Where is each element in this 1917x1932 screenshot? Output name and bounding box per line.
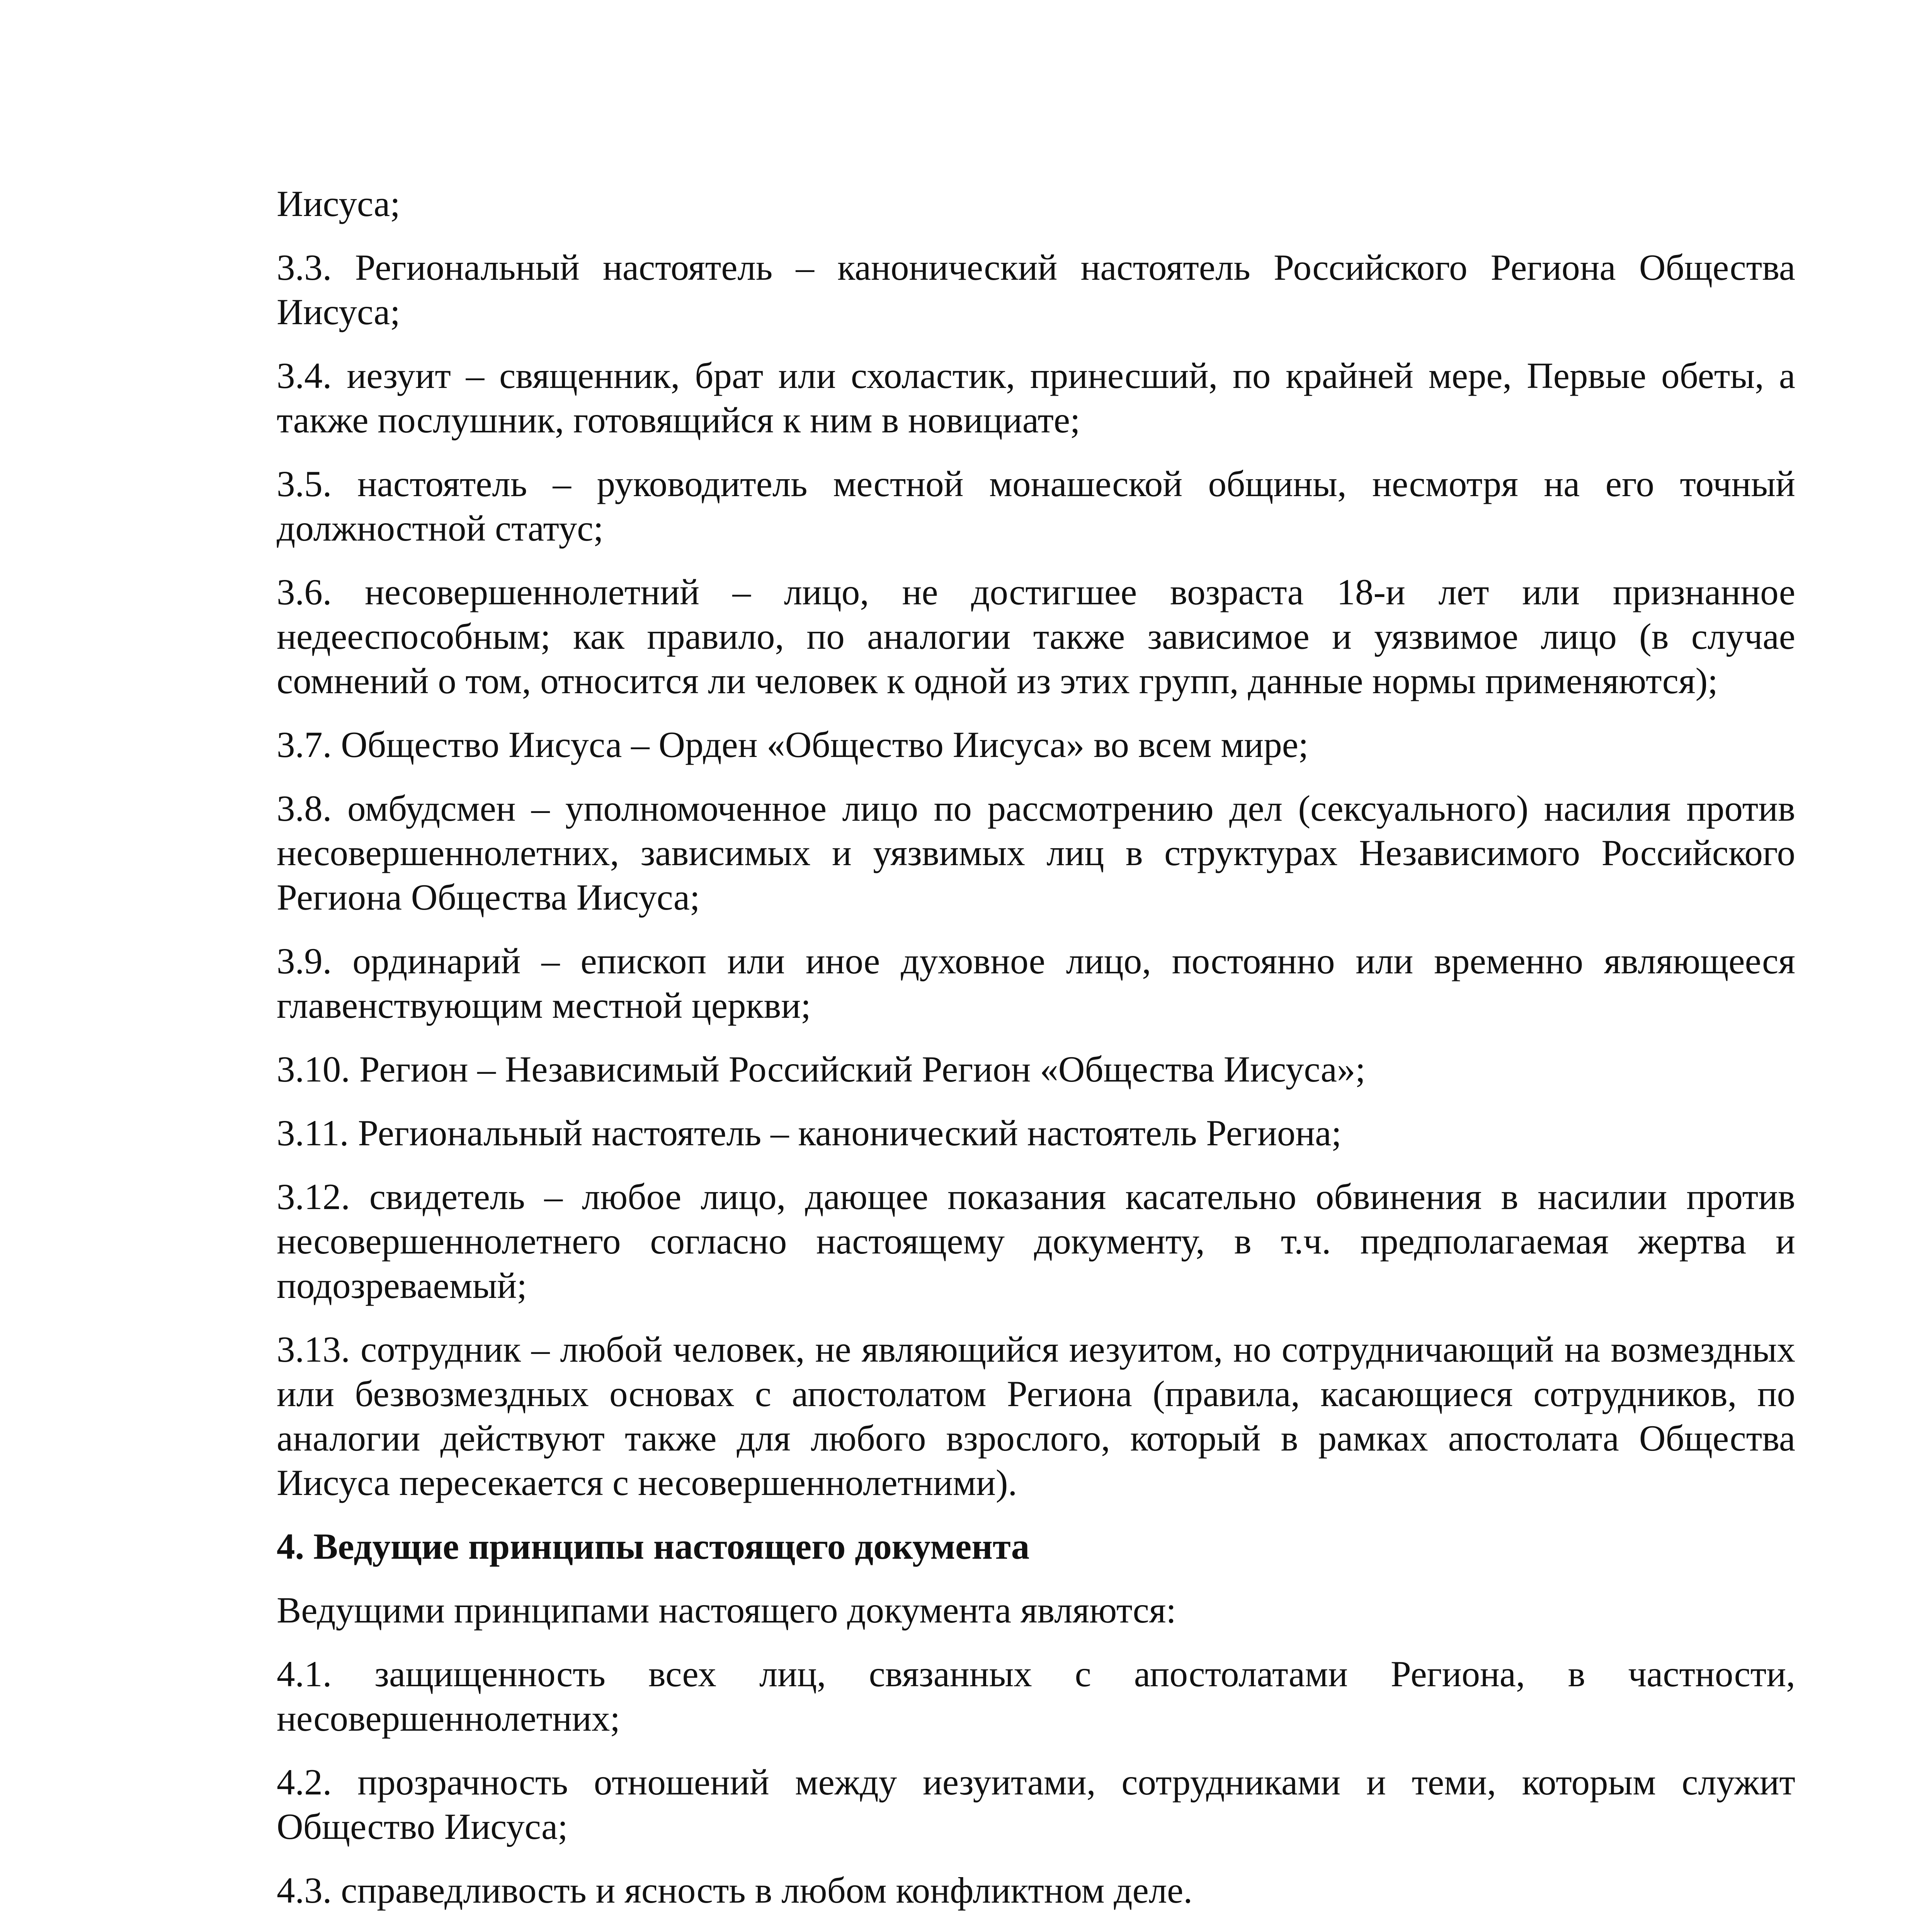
section-heading-4: 4. Ведущие принципы настоящего документа <box>277 1526 1030 1567</box>
document-body <box>277 182 1795 1932</box>
paragraph-3-10: 3.10. Регион – Независимый Российский Регион «Общества Иисуса»; <box>277 1049 1366 1090</box>
paragraph-4-intro: Ведущими принципами настоящего документа являются: <box>277 1590 1176 1631</box>
paragraph-3-4: 3.4. иезуит – священник, брат или схоластик, принесший, по крайней мере, Первые обеты, а также послушник, готовящийся к ним в новициате; <box>277 355 1795 440</box>
paragraph-3-7: 3.7. Общество Иисуса – Орден «Общество Иисуса» во всем мире; <box>277 724 1309 765</box>
paragraph-3-6: 3.6. несовершеннолетний – лицо, не достигшее возраста 18-и лет или признанное недееспособным; как правило, по аналогии также зависимое и уязвимое лицо (в случае сомнений о том, относится ли человек к одной из этих групп, данные нормы применяются); <box>277 571 1795 701</box>
paragraph-3-13: 3.13. сотрудник – любой человек, не являющийся иезуитом, но сотрудничающий на возмездных или безвозмездных основах с апостолатом Региона (правила, касающиеся сотрудников, по аналогии действуют также для любого взрослого, который в рамках апостолата Общества Иисуса пересекается с несовершеннолетними). <box>277 1329 1795 1503</box>
paragraph-continuation: Иисуса; <box>277 183 400 224</box>
paragraph-4-2: 4.2. прозрачность отношений между иезуитами, сотрудниками и теми, которым служит Общество Иисуса; <box>277 1762 1795 1847</box>
paragraph-4-1: 4.1. защищенность всех лиц, связанных с апостолатами Региона, в частности, несовершеннолетних; <box>277 1653 1795 1739</box>
paragraph-3-5: 3.5. настоятель – руководитель местной монашеской общины, несмотря на его точный должностной статус; <box>277 463 1795 549</box>
paragraph-3-12: 3.12. свидетель – любое лицо, дающее показания касательно обвинения в насилии против несовершеннолетнего согласно настоящему документу, в т.ч. предполагаемая жертва и подозреваемый; <box>277 1176 1795 1306</box>
paragraph-3-8: 3.8. омбудсмен – уполномоченное лицо по рассмотрению дел (сексуального) насилия против несовершеннолетних, зависимых и уязвимых лиц в структурах Независимого Российского Региона Общества Иисуса; <box>277 788 1795 918</box>
paragraph-3-9: 3.9. ординарий – епископ или иное духовное лицо, постоянно или временно являющееся главенствующим местной церкви; <box>277 940 1795 1026</box>
paragraph-4-3: 4.3. справедливость и ясность в любом конфликтном деле. <box>277 1870 1193 1911</box>
paragraph-3-11: 3.11. Региональный настоятель – канонический настоятель Региона; <box>277 1112 1342 1153</box>
paragraph-3-3: 3.3. Региональный настоятель – канонический настоятель Российского Региона Общества Иисуса; <box>277 247 1795 332</box>
